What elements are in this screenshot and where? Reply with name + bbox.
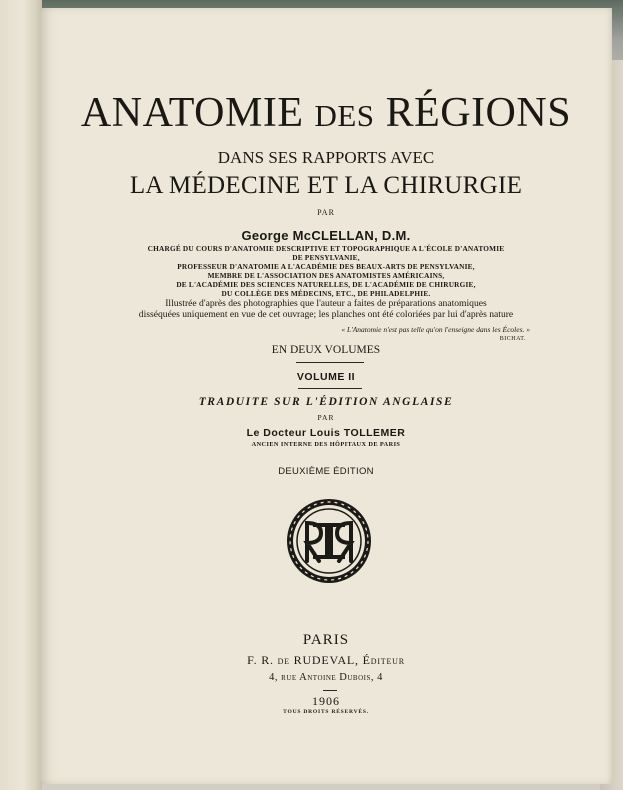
volume-number: VOLUME II — [296, 371, 356, 383]
epigraph-author: BICHAT. — [499, 336, 526, 342]
divider-dash — [323, 690, 337, 691]
author-credential: DU COLLÈGE DES MÉDECINS, ETC., DE PHILADELPHIE. — [221, 289, 431, 298]
author-credential: DE PENSYLVANIE, — [292, 253, 360, 262]
subtitle-line-2: LA MÉDECINE ET LA CHIRURGIE — [129, 172, 523, 199]
publisher-monogram-icon — [285, 497, 373, 585]
epigraph-quote: « L'Anatomie n'est pas telle qu'on l'enseigne dans les Écoles. » — [341, 325, 530, 334]
by-label: PAR — [317, 208, 335, 217]
author-credential: CHARGÉ DU COURS D'ANATOMIE DESCRIPTIVE ET TOPOGRAPHIQUE A L'ÉCOLE D'ANATOMIE — [147, 244, 505, 253]
by-label: PAR — [317, 413, 335, 422]
translator-credential: ANCIEN INTERNE DES HÔPITAUX DE PARIS — [251, 441, 401, 448]
illustration-note-2: disséquées uniquement en vue de cet ouvrage; les planches ont été coloriées par lui d'après nature — [138, 309, 514, 320]
book-title: ANATOMIE DES RÉGIONS — [80, 90, 572, 136]
publication-year: 1906 — [312, 694, 340, 708]
illustration-note-1: Illustrée d'après des photographies que l'auteur a faites de préparations anatomiques — [165, 298, 487, 309]
divider-rule — [298, 388, 362, 389]
translation-note: TRADUITE SUR L'ÉDITION ANGLAISE — [198, 396, 454, 408]
publisher-address: 4, rue Antoine Dubois, 4 — [269, 672, 383, 683]
author-name: George McCLELLAN, D.M. — [241, 228, 411, 243]
book-binding — [0, 0, 42, 790]
publication-city: PARIS — [302, 632, 350, 648]
publisher-name: F. R. de RUDEVAL, Éditeur — [247, 653, 405, 667]
edition-label: DEUXIÈME ÉDITION — [278, 466, 374, 477]
divider-rule — [296, 362, 364, 363]
rights-notice: TOUS DROITS RÉSERVÉS. — [283, 709, 369, 715]
author-credential: PROFESSEUR D'ANATOMIE A L'ACADÉMIE DES BEAUX-ARTS DE PENSYLVANIE, — [177, 262, 475, 271]
subtitle-line-1: DANS SES RAPPORTS AVEC — [217, 148, 435, 167]
volume-count: EN DEUX VOLUMES — [271, 344, 381, 356]
translator-name: Le Docteur Louis TOLLEMER — [246, 427, 406, 439]
author-credential: DE L'ACADÉMIE DES SCIENCES NATURELLES, DE L'ACADÉMIE DE CHIRURGIE, — [176, 280, 476, 289]
author-credential: MEMBRE DE L'ASSOCIATION DES ANATOMISTES AMÉRICAINS, — [207, 271, 445, 280]
title-page — [40, 8, 612, 784]
